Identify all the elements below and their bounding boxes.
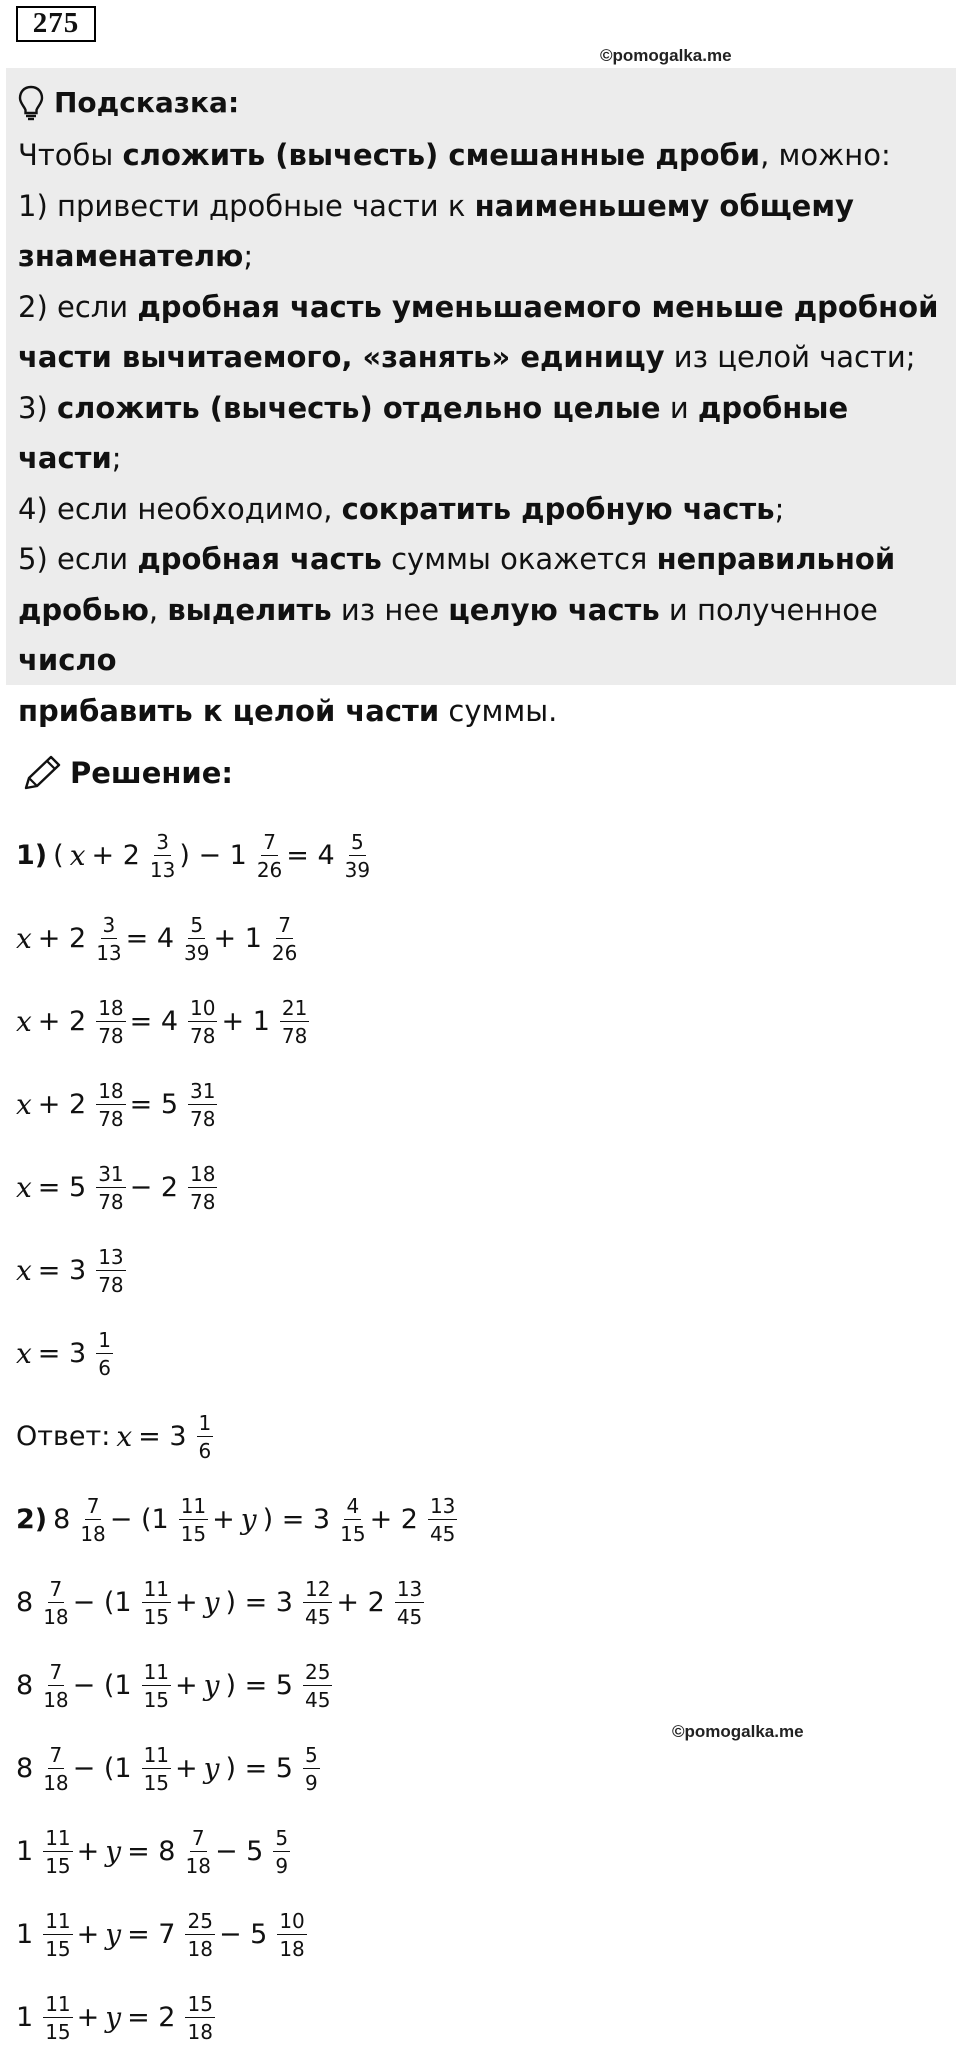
math-text: + 2 [37,1089,87,1120]
hint-header [18,78,944,128]
numerator: 21 [281,995,308,1020]
fraction [303,1578,332,1628]
math-text: − (1 [72,1587,132,1618]
math-text: + [175,1753,198,1784]
variable: x [116,1420,133,1453]
hint-bold-text: число [18,643,117,677]
numerator: 11 [143,1742,170,1767]
variable: x [16,1088,32,1121]
equation-line [16,980,816,1063]
math-text: = 8 [127,1836,176,1867]
fraction [96,914,121,964]
math-text: 1 [16,2002,34,2033]
denominator: 18 [279,1936,305,1961]
hint-text: ; [243,239,254,273]
math-text: 1 [16,1919,34,1950]
hint-text: 4) если необходимо, [18,491,342,526]
hint-box [6,68,956,728]
math-text: = 5 [37,1172,87,1203]
math-text: 8 [16,1670,34,1701]
math-text: + [76,2002,100,2033]
hint-bold-text: дробная часть уменьшаемого меньше дробной [137,289,939,324]
math-text: = 3 [37,1338,87,1369]
fraction [272,914,297,964]
hint-line [18,231,944,282]
equation-line [16,897,816,980]
hint-bold-text: выделить [167,592,332,627]
denominator: 78 [281,1023,308,1048]
hint-body [18,130,944,736]
denominator: 39 [184,940,210,965]
watermark: ©pomogalka.me [672,1722,804,1741]
math-text: + [76,1919,100,1950]
denominator: 78 [190,1106,216,1131]
numerator: 7 [49,1742,63,1767]
math-text: + 2 [91,840,140,871]
hint-text: суммы. [439,693,558,728]
math-text: + 2 [369,1504,418,1535]
hint-line [18,181,944,232]
math-text: + 2 [336,1587,385,1618]
math-text: = 5 [129,1089,179,1120]
math-text: = 4 [129,1006,179,1037]
hint-line [18,484,944,535]
numerator: 7 [263,829,276,854]
numerator: 11 [45,1991,71,2016]
fraction [96,997,125,1047]
fraction [303,1661,332,1711]
denominator: 45 [304,1687,331,1712]
math-text: 8 [16,1753,34,1784]
denominator: 18 [43,1770,69,1795]
denominator: 78 [98,1272,124,1297]
denominator: 45 [304,1604,331,1629]
hint-line [18,130,944,181]
hint-bold-text: дробные части [18,390,849,475]
variable: y [105,1835,122,1868]
denominator: 15 [45,2019,71,2044]
math-text: 8 [53,1504,71,1535]
hint-text: 1) привести дробные части к [18,188,475,223]
numerator: 1 [198,1410,212,1435]
numerator: 25 [187,1908,213,1933]
hint-text: , можно: [760,138,891,172]
numerator: 18 [190,1161,216,1186]
equation-line [16,1229,816,1312]
hint-line [18,686,944,737]
numerator: 13 [396,1576,423,1601]
equation-line [16,1644,816,1727]
variable: y [203,1586,220,1619]
hint-text: из целой части; [664,340,916,374]
fraction [185,1827,210,1877]
denominator: 39 [344,857,371,882]
denominator: 26 [256,857,283,882]
fraction [197,1412,214,1462]
numerator: 11 [143,1576,170,1601]
math-text: ) = 3 [225,1587,293,1618]
denominator: 13 [96,940,122,965]
fraction [277,1910,306,1960]
numerator: 7 [86,1493,100,1518]
watermark: ©pomogalka.me [600,46,732,65]
equation-line [16,1063,816,1146]
variable: y [240,1503,257,1536]
numerator: 13 [98,1244,124,1269]
variable: x [16,1171,32,1204]
numerator: 11 [45,1908,71,1933]
equation-line [16,1478,816,1561]
equation-line [16,1146,816,1229]
hint-line [18,282,944,333]
variable: y [105,2001,122,2034]
denominator: 78 [190,1189,216,1214]
numerator: 31 [190,1078,216,1103]
fraction [303,1744,320,1794]
fraction [142,1578,171,1628]
hint-bold-text: дробью [18,592,149,627]
hint-bold-text: сократить дробную часть [341,491,775,526]
denominator: 45 [396,1604,423,1629]
denominator: 15 [143,1687,170,1712]
numerator: 18 [98,1078,124,1103]
fraction [43,1661,68,1711]
math-text: ) = 3 [262,1504,331,1535]
numerator: 11 [45,1825,71,1850]
fraction [185,1993,214,2043]
fraction [185,1910,214,1960]
math-text: + [175,1670,198,1701]
numerator: 18 [98,995,124,1020]
denominator: 6 [98,1355,111,1380]
variable: x [16,1005,32,1038]
hint-text: суммы окажется [381,542,657,576]
numerator: 10 [279,1908,305,1933]
variable: y [203,1752,220,1785]
numerator: 5 [304,1742,318,1767]
math-text: + 1 [221,1006,270,1037]
solution-header [22,754,233,792]
equation-line [16,1976,816,2059]
variable: x [16,922,32,955]
solution-body [16,814,816,2059]
hint-text: 2) если [18,289,138,324]
denominator: 18 [187,1936,213,1961]
math-text: + 1 [213,923,262,954]
hint-text: и [660,390,698,425]
denominator: 18 [185,1853,211,1878]
hint-bold-text: прибавить к целой части [18,693,440,728]
fraction [179,1495,208,1545]
hint-line [18,383,944,484]
numerator: 3 [102,912,116,937]
variable: x [69,839,86,872]
numerator: 7 [49,1576,63,1601]
fraction [43,1578,68,1628]
lightbulb-icon [18,85,44,121]
denominator: 6 [198,1438,212,1463]
math-text: ) = 5 [225,1753,293,1784]
pencil-icon [22,754,62,792]
denominator: 15 [143,1770,170,1795]
denominator: 15 [340,1521,366,1546]
hint-line [18,534,944,585]
math-text: − 5 [218,1919,268,1950]
denominator: 18 [80,1521,106,1546]
denominator: 78 [98,1106,124,1131]
hint-bold-text: дробная часть [137,542,382,576]
numerator: 13 [429,1493,456,1518]
denominator: 15 [143,1604,170,1629]
denominator: 78 [98,1023,124,1048]
math-text: + 2 [37,1006,87,1037]
math-text: + 2 [37,923,87,954]
numerator: 1 [98,1327,111,1352]
fraction [340,1495,365,1545]
denominator: 78 [98,1189,124,1214]
task-number: 275 [16,6,96,42]
hint-text: ; [111,441,122,475]
fraction [188,997,217,1047]
solution-title: Решение: [70,756,234,790]
item-label: 2) [16,1504,48,1535]
fraction [43,1827,72,1877]
fraction [43,1910,72,1960]
variable: y [105,1918,122,1951]
fraction [43,1993,72,2043]
denominator: 26 [271,940,298,965]
equation-line [16,1561,816,1644]
fraction [395,1578,424,1628]
math-text: = 3 [37,1255,87,1286]
fraction [188,1163,217,1213]
fraction [150,831,175,881]
math-text: − 2 [129,1172,179,1203]
numerator: 7 [191,1825,205,1850]
variable: x [16,1337,32,1370]
numerator: 5 [351,829,364,854]
math-text: ) = 5 [225,1670,293,1701]
math-text: 1 [16,1836,34,1867]
denominator: 9 [275,1853,289,1878]
denominator: 15 [45,1936,71,1961]
hint-bold-text: наименьшему общему [474,188,854,223]
numerator: 12 [304,1576,331,1601]
hint-line [18,585,944,686]
hint-text: из нее [331,592,449,627]
math-text: + [76,1836,100,1867]
numerator: 4 [346,1493,360,1518]
numerator: 31 [98,1161,124,1186]
item-label: 1) [16,840,48,871]
numerator: 5 [275,1825,289,1850]
denominator: 13 [149,857,176,882]
hint-text: и полученное [659,592,878,627]
math-text: = 3 [138,1421,187,1452]
fraction [96,1080,125,1130]
numerator: 10 [190,995,216,1020]
equation-line [16,1893,816,1976]
hint-text: 5) если [18,542,138,576]
numerator: 5 [190,912,204,937]
denominator: 18 [43,1604,69,1629]
math-text: 8 [16,1587,34,1618]
fraction [257,831,282,881]
fraction [96,1246,125,1296]
denominator: 78 [190,1023,216,1048]
fraction [142,1744,171,1794]
variable: y [203,1669,220,1702]
hint-bold-text: целую часть [448,592,660,627]
numerator: 25 [304,1659,331,1684]
fraction [280,997,309,1047]
hint-bold-text: неправильной [656,542,896,576]
hint-bold-text: части вычитаемого, «занять» единицу [18,340,665,374]
hint-line [18,332,944,383]
hint-bold-text: знаменателю [18,239,244,273]
fraction [345,831,370,881]
math-text: = 2 [127,2002,176,2033]
hint-text: , [148,592,168,627]
fraction [80,1495,105,1545]
numerator: 3 [156,829,169,854]
math-text: − (1 [109,1504,169,1535]
denominator: 15 [45,1853,71,1878]
denominator: 45 [429,1521,456,1546]
fraction [184,914,209,964]
math-text: ( [53,840,64,871]
denominator: 15 [180,1521,207,1546]
numerator: 11 [143,1659,170,1684]
equation-line [16,1810,816,1893]
math-text: ) − 1 [179,840,247,871]
equation-line [16,814,816,897]
denominator: 18 [43,1687,69,1712]
fraction [428,1495,457,1545]
math-text: = 4 [286,840,335,871]
fraction [142,1661,171,1711]
hint-text: Чтобы [18,138,123,172]
fraction [188,1080,217,1130]
hint-text: 3) [18,390,57,425]
equation-line [16,1312,816,1395]
hint-text: ; [774,491,785,526]
math-text: − 5 [214,1836,264,1867]
hint-bold-text: сложить (вычесть) отдельно целые [56,390,661,425]
math-text: − (1 [72,1670,132,1701]
numerator: 7 [49,1659,63,1684]
hint-bold-text: сложить (вычесть) смешанные дроби [122,138,761,172]
numerator: 11 [180,1493,207,1518]
math-text: + [212,1504,235,1535]
numerator: 15 [187,1991,213,2016]
math-text: − (1 [72,1753,132,1784]
math-text: = 4 [125,923,175,954]
numerator: 7 [278,912,291,937]
hint-title: Подсказка: [54,85,240,119]
variable: x [16,1254,32,1287]
fraction [96,1163,125,1213]
math-text: Ответ: [16,1421,111,1452]
math-text: = 7 [127,1919,176,1950]
denominator: 18 [187,2019,213,2044]
math-text: + [175,1587,198,1618]
equation-line [16,1395,816,1478]
fraction [273,1827,290,1877]
fraction [96,1329,113,1379]
denominator: 9 [304,1770,318,1795]
fraction [43,1744,68,1794]
